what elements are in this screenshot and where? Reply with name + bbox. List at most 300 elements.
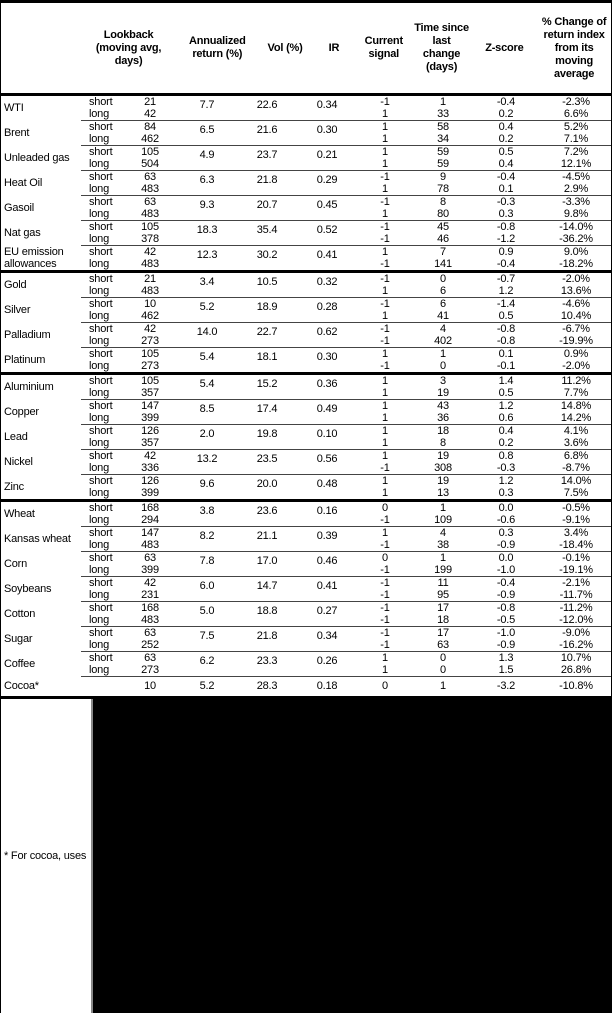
col-header-annualized-return: Annualized return (%)	[188, 35, 246, 60]
vol-value: 21.8	[256, 630, 278, 643]
lookback-value-column	[123, 96, 177, 120]
time-since-value: 199	[434, 564, 452, 576]
time-since-value-column	[413, 196, 473, 220]
zscore-value: -0.8	[496, 323, 516, 335]
term-label: long	[89, 108, 109, 120]
term-label: short	[89, 527, 113, 539]
table-row	[1, 273, 611, 297]
signal-value: 1	[382, 450, 388, 462]
lookback-value: 483	[141, 183, 159, 195]
zscore-value-column	[473, 552, 539, 576]
time-since-value: 1	[440, 552, 446, 564]
signal-value-column	[357, 375, 413, 399]
row-values	[81, 526, 612, 551]
row-values	[81, 676, 612, 696]
commodity-name: Platinum	[4, 353, 46, 366]
change-value: -14.0%	[559, 221, 593, 233]
term-label: short	[89, 627, 113, 639]
signal-value: -1	[380, 539, 390, 551]
change-value: -3.3%	[562, 196, 590, 208]
lookback-value: 483	[141, 614, 159, 626]
time-since-value-column	[413, 552, 473, 576]
commodity-name: Gold	[4, 279, 27, 291]
term-label: short	[89, 348, 113, 360]
term-label: short	[89, 196, 113, 208]
col-header-lookback: Lookback (moving avg, days)	[95, 28, 162, 67]
change-value-column	[539, 171, 612, 195]
ir-value: 0.32	[316, 276, 338, 289]
term-label: long	[89, 208, 109, 220]
lookback-value: 483	[141, 208, 159, 220]
time-since-value-column	[413, 677, 473, 696]
vol-value: 21.8	[256, 174, 278, 187]
term-label: long	[89, 539, 109, 551]
term-label: long	[89, 233, 109, 245]
lookback-value: 42	[144, 577, 156, 589]
term-label: long	[89, 614, 109, 626]
zscore-value: 0.6	[498, 412, 514, 424]
change-value: 2.9%	[563, 183, 589, 195]
signal-value: 1	[382, 375, 388, 387]
time-since-value: 34	[437, 133, 449, 145]
time-since-value: 402	[434, 335, 452, 347]
time-since-value: 4	[440, 527, 446, 539]
row-values	[81, 626, 612, 651]
term-label: long	[89, 387, 109, 399]
time-since-value-column	[413, 502, 473, 526]
term-label: short	[89, 475, 113, 487]
change-value-column	[539, 450, 612, 474]
term-label-column	[81, 602, 123, 626]
zscore-value-column	[473, 425, 539, 449]
change-value-column	[539, 652, 612, 676]
signal-value: -1	[380, 360, 390, 372]
lookback-value: 63	[144, 652, 156, 664]
term-label: long	[89, 183, 109, 195]
time-since-value: 13	[437, 487, 449, 499]
term-label: long	[89, 639, 109, 651]
vol-value: 35.4	[256, 224, 278, 237]
change-value-column	[539, 502, 612, 526]
time-since-value: 18	[437, 614, 449, 626]
signal-value: 1	[382, 348, 388, 360]
zscore-value-column	[473, 96, 539, 120]
time-since-value: 0	[440, 652, 446, 664]
table-row	[1, 322, 611, 347]
signal-value-column	[357, 400, 413, 424]
time-since-value: 33	[437, 108, 449, 120]
term-label: long	[89, 335, 109, 347]
zscore-value: 0.0	[498, 502, 514, 514]
time-since-value-column	[413, 527, 473, 551]
signal-value-column	[357, 96, 413, 120]
signal-value-column	[357, 677, 413, 696]
time-since-value-column	[413, 96, 473, 120]
commodity-name: Sugar	[4, 632, 33, 645]
zscore-value-column	[473, 323, 539, 347]
term-label: short	[89, 400, 113, 412]
table-footer	[1, 699, 611, 1013]
annualized-return-value: 6.2	[199, 655, 215, 668]
ir-value: 0.28	[316, 301, 338, 314]
ir-value: 0.52	[316, 224, 338, 237]
change-value-column	[539, 246, 612, 270]
lookback-value: 105	[141, 348, 159, 360]
time-since-value: 63	[437, 639, 449, 651]
time-since-value: 6	[440, 285, 446, 297]
change-value: -19.9%	[559, 335, 593, 347]
vol-value: 21.6	[256, 124, 278, 137]
signal-value-column	[357, 552, 413, 576]
change-value: 7.2%	[563, 146, 589, 158]
row-values	[81, 170, 612, 195]
change-value-column	[539, 577, 612, 601]
lookback-value-column	[123, 577, 177, 601]
commodity-group-1	[1, 96, 611, 273]
ir-value: 0.46	[316, 555, 338, 568]
change-value-column	[539, 375, 612, 399]
annualized-return-value: 5.4	[199, 378, 215, 391]
zscore-value: -0.9	[496, 639, 516, 651]
change-value: -19.1%	[559, 564, 593, 576]
lookback-value-column	[123, 298, 177, 322]
lookback-value: 126	[141, 425, 159, 437]
term-label-column	[81, 96, 123, 120]
time-since-value: 17	[437, 602, 449, 614]
time-since-value: 6	[440, 298, 446, 310]
annualized-return-value: 4.9	[199, 149, 215, 162]
change-value-column	[539, 475, 612, 499]
signal-value: 1	[382, 437, 388, 449]
commodity-group-2	[1, 273, 611, 375]
zscore-value: 0.5	[498, 387, 514, 399]
ir-value: 0.62	[316, 326, 338, 339]
table-row	[1, 145, 611, 170]
time-since-value: 1	[440, 502, 446, 514]
term-label: long	[89, 285, 109, 297]
change-value: -10.8%	[559, 680, 593, 693]
term-label: short	[89, 577, 113, 589]
time-since-value: 3	[440, 375, 446, 387]
time-since-value: 0	[440, 664, 446, 676]
vol-value: 14.7	[256, 580, 278, 593]
zscore-value: 0.3	[498, 487, 514, 499]
term-label: short	[89, 323, 113, 335]
term-label-column	[81, 577, 123, 601]
time-since-value-column	[413, 400, 473, 424]
signal-value: 1	[382, 108, 388, 120]
zscore-value-column	[473, 375, 539, 399]
table-row	[1, 220, 611, 245]
lookback-value-column	[123, 348, 177, 372]
signal-value-column	[357, 527, 413, 551]
change-value-column	[539, 552, 612, 576]
lookback-value: 105	[141, 221, 159, 233]
annualized-return-value: 13.2	[196, 453, 218, 466]
zscore-value-column	[473, 677, 539, 696]
term-label-column	[81, 552, 123, 576]
term-label: short	[89, 171, 113, 183]
change-value: -12.0%	[559, 614, 593, 626]
lookback-value: 42	[144, 323, 156, 335]
change-value: 10.7%	[560, 652, 592, 664]
change-value-column	[539, 627, 612, 651]
signal-value: -1	[380, 614, 390, 626]
lookback-value-column	[123, 502, 177, 526]
zscore-value: 1.5	[498, 664, 514, 676]
change-value: 9.8%	[563, 208, 589, 220]
time-since-value: 59	[437, 158, 449, 170]
zscore-value: 0.3	[498, 208, 514, 220]
term-label: long	[89, 589, 109, 601]
term-label: short	[89, 652, 113, 664]
zscore-value: -0.6	[496, 514, 516, 526]
lookback-value-column	[123, 171, 177, 195]
change-value-column	[539, 348, 612, 372]
signal-value: -1	[380, 514, 390, 526]
change-value: -11.7%	[559, 589, 593, 601]
table-header-row	[1, 3, 611, 96]
time-since-value: 95	[437, 589, 449, 601]
lookback-value: 42	[144, 246, 156, 258]
vol-value: 17.0	[256, 555, 278, 568]
term-label: short	[89, 450, 113, 462]
signal-value: -1	[380, 273, 390, 285]
ir-value: 0.30	[316, 124, 338, 137]
lookback-value: 273	[141, 360, 159, 372]
commodity-name: Cotton	[4, 607, 36, 620]
lookback-value: 147	[141, 527, 159, 539]
vol-value: 17.4	[256, 403, 278, 416]
lookback-value-column	[123, 527, 177, 551]
lookback-value: 168	[141, 602, 159, 614]
vol-value: 23.6	[256, 505, 278, 518]
change-value-column	[539, 96, 612, 120]
commodity-name: EU emission allowances	[4, 245, 64, 270]
annualized-return-value: 3.8	[199, 505, 215, 518]
ir-value: 0.30	[316, 351, 338, 364]
time-since-value: 0	[440, 360, 446, 372]
term-label: long	[89, 412, 109, 424]
vol-value: 22.6	[256, 99, 278, 112]
change-value: -2.3%	[562, 96, 590, 108]
commodity-name: Palladium	[4, 328, 51, 341]
term-label: short	[89, 96, 113, 108]
commodity-name: Brent	[4, 126, 30, 139]
term-label-column	[81, 502, 123, 526]
term-label: short	[89, 602, 113, 614]
signal-value: 0	[382, 680, 388, 693]
time-since-value-column	[413, 652, 473, 676]
zscore-value: 1.4	[498, 375, 514, 387]
vol-value: 20.0	[256, 478, 278, 491]
time-since-value: 43	[437, 400, 449, 412]
annualized-return-value: 5.0	[199, 605, 215, 618]
ir-value: 0.41	[316, 249, 338, 262]
signal-value: 1	[382, 121, 388, 133]
signal-value-column	[357, 323, 413, 347]
signal-value-column	[357, 502, 413, 526]
change-value: 7.1%	[563, 133, 589, 145]
signal-value: -1	[380, 298, 390, 310]
change-value: 14.8%	[560, 400, 592, 412]
commodity-name: Unleaded gas	[4, 151, 70, 164]
annualized-return-value: 8.2	[199, 530, 215, 543]
table-row	[1, 297, 611, 322]
term-label-column	[81, 298, 123, 322]
term-label-column	[81, 121, 123, 145]
table-row	[1, 601, 611, 626]
table-body	[1, 96, 611, 699]
annualized-return-value: 12.3	[196, 249, 218, 262]
change-value-column	[539, 323, 612, 347]
lookback-value-column	[123, 475, 177, 499]
time-since-value: 19	[437, 475, 449, 487]
time-since-value: 7	[440, 246, 446, 258]
lookback-value-column	[123, 246, 177, 270]
row-values	[81, 424, 612, 449]
footnote: * For cocoa, uses	[1, 699, 93, 1013]
ir-value: 0.39	[316, 530, 338, 543]
signal-value: 1	[382, 664, 388, 676]
annualized-return-value: 6.5	[199, 124, 215, 137]
zscore-value: 1.3	[498, 652, 514, 664]
table-row	[1, 399, 611, 424]
zscore-value: -0.9	[496, 589, 516, 601]
annualized-return-value: 7.8	[199, 555, 215, 568]
ir-value: 0.41	[316, 580, 338, 593]
annualized-return-value: 5.4	[199, 351, 215, 364]
time-since-value: 17	[437, 627, 449, 639]
commodity-name: Lead	[4, 430, 28, 443]
signal-value: 1	[382, 487, 388, 499]
term-label: long	[89, 133, 109, 145]
annualized-return-value: 6.0	[199, 580, 215, 593]
signal-value-column	[357, 627, 413, 651]
ir-value: 0.48	[316, 478, 338, 491]
table-row	[1, 424, 611, 449]
ir-value: 0.34	[316, 630, 338, 643]
change-value-column	[539, 602, 612, 626]
row-values	[81, 273, 612, 297]
row-values	[81, 651, 612, 676]
lookback-value: 63	[144, 552, 156, 564]
zscore-value: 0.2	[498, 437, 514, 449]
lookback-value: 483	[141, 258, 159, 270]
row-values	[81, 551, 612, 576]
lookback-value-column	[123, 221, 177, 245]
time-since-value: 11	[437, 577, 449, 589]
row-values	[81, 347, 612, 372]
signal-value: -1	[380, 627, 390, 639]
time-since-value: 109	[434, 514, 452, 526]
signal-value-column	[357, 577, 413, 601]
change-value: -8.7%	[562, 462, 590, 474]
term-label: long	[89, 564, 109, 576]
lookback-value-column	[123, 375, 177, 399]
time-since-value-column	[413, 221, 473, 245]
table-row	[1, 170, 611, 195]
signal-value-column	[357, 298, 413, 322]
annualized-return-value: 9.6	[199, 478, 215, 491]
term-label: short	[89, 502, 113, 514]
col-header-vol: Vol (%)	[267, 41, 303, 54]
change-value: 13.6%	[560, 285, 592, 297]
lookback-value: 21	[144, 273, 156, 285]
lookback-value: 273	[141, 664, 159, 676]
change-value: 14.2%	[560, 412, 592, 424]
table-row	[1, 576, 611, 601]
time-since-value: 38	[437, 539, 449, 551]
zscore-value-column	[473, 577, 539, 601]
change-value-column	[539, 121, 612, 145]
signal-value: 1	[382, 146, 388, 158]
change-value: 4.1%	[563, 425, 589, 437]
lookback-value-column	[123, 121, 177, 145]
lookback-value: 483	[141, 285, 159, 297]
term-label: short	[89, 298, 113, 310]
lookback-value-column	[123, 400, 177, 424]
lookback-value: 10	[144, 298, 156, 310]
signal-value: 1	[382, 527, 388, 539]
time-since-value-column	[413, 273, 473, 297]
signal-value-column	[357, 425, 413, 449]
time-since-value: 308	[434, 462, 452, 474]
commodity-group-4	[1, 502, 611, 699]
zscore-value: -1.4	[496, 298, 516, 310]
term-label: long	[89, 158, 109, 170]
term-label: short	[89, 375, 113, 387]
signal-value: -1	[380, 564, 390, 576]
zscore-value-column	[473, 502, 539, 526]
lookback-value: 357	[141, 387, 159, 399]
lookback-value: 462	[141, 133, 159, 145]
time-since-value: 0	[440, 273, 446, 285]
zscore-value-column	[473, 196, 539, 220]
change-value-column	[539, 527, 612, 551]
lookback-value: 357	[141, 437, 159, 449]
zscore-value: 0.4	[498, 158, 514, 170]
time-since-value-column	[413, 323, 473, 347]
change-value-column	[539, 146, 612, 170]
term-label: short	[89, 121, 113, 133]
row-values	[81, 375, 612, 399]
annualized-return-value: 2.0	[199, 428, 215, 441]
signal-value: 1	[382, 158, 388, 170]
zscore-value: -1.2	[496, 233, 516, 245]
change-value: 5.2%	[563, 121, 589, 133]
commodity-name: Nickel	[4, 455, 33, 468]
signal-value: 0	[382, 502, 388, 514]
lookback-value: 231	[141, 589, 159, 601]
zscore-value: -0.1	[496, 360, 516, 372]
zscore-value: -0.5	[496, 614, 516, 626]
zscore-value-column	[473, 348, 539, 372]
commodity-name: Silver	[4, 303, 31, 316]
signal-value: 1	[382, 285, 388, 297]
term-label-column	[81, 171, 123, 195]
annualized-return-value: 18.3	[196, 224, 218, 237]
signal-value: -1	[380, 171, 390, 183]
commodity-name: Kansas wheat	[4, 532, 71, 545]
change-value: -9.0%	[562, 627, 590, 639]
signal-value: -1	[380, 577, 390, 589]
lookback-value-column	[123, 450, 177, 474]
signal-value: 1	[382, 475, 388, 487]
zscore-value: 0.9	[498, 246, 514, 258]
time-since-value: 8	[440, 437, 446, 449]
time-since-value: 78	[437, 183, 449, 195]
